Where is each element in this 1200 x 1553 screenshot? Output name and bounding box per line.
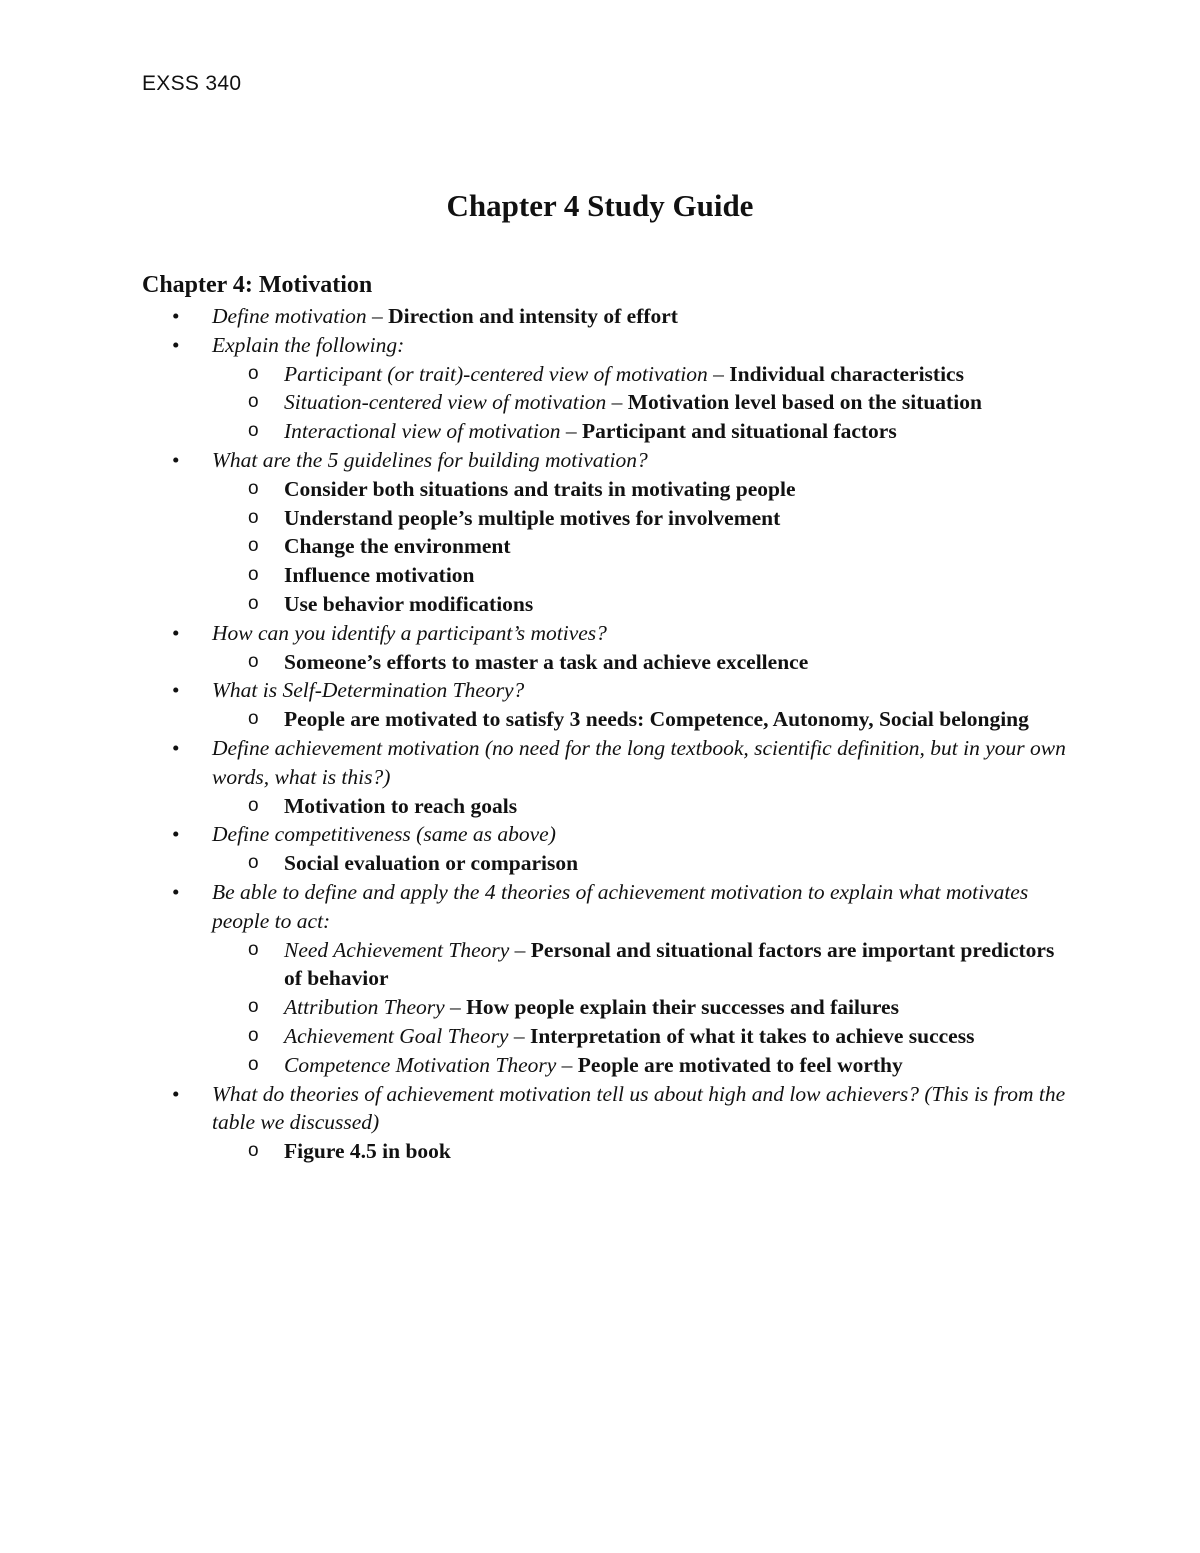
question-item	[142, 734, 1072, 820]
answer-item	[212, 1137, 1072, 1166]
question-text: Define achievement motivation (no need for the long textbook, scientific definition, but in your own words, what is this?)	[212, 735, 1066, 789]
answer-text: Social evaluation or comparison	[284, 851, 579, 876]
answer-text: How people explain their successes and failures	[466, 995, 899, 1020]
term-text: Participant (or trait)-centered view of motivation	[284, 361, 708, 386]
question-item	[142, 878, 1072, 1080]
answer-list	[212, 792, 1072, 821]
question-item	[142, 820, 1072, 878]
separator: –	[508, 1023, 530, 1048]
answer-item	[212, 590, 1072, 619]
answer-item	[212, 849, 1072, 878]
answer-list	[212, 648, 1072, 677]
answer-text: Influence motivation	[284, 563, 475, 588]
separator: –	[509, 937, 531, 962]
answer-list	[212, 1137, 1072, 1166]
question-text: Be able to define and apply the 4 theories of achievement motivation to explain what motivates people to act:	[212, 879, 1029, 933]
answer-item	[212, 417, 1072, 446]
question-text: Define motivation	[212, 304, 367, 328]
answer-item	[212, 532, 1072, 561]
answer-text: Individual characteristics	[729, 361, 964, 386]
answer-item	[212, 993, 1072, 1022]
answer-item	[212, 561, 1072, 590]
answer-text: Change the environment	[284, 534, 511, 559]
separator: –	[560, 419, 582, 444]
answer-text: People are motivated to satisfy 3 needs: Competence, Autonomy, Social belonging	[284, 707, 1029, 732]
separator: –	[366, 304, 389, 328]
answer-item	[212, 1051, 1072, 1080]
separator: –	[707, 361, 730, 386]
answer-item	[212, 360, 1072, 389]
answer-text: Interpretation of what it takes to achieve success	[529, 1023, 975, 1048]
answer-text: Direction and intensity of effort	[388, 304, 678, 328]
answer-text: Figure 4.5 in book	[284, 1139, 451, 1164]
question-item	[142, 302, 1072, 331]
term-text: Attribution Theory	[284, 995, 445, 1020]
answer-item	[212, 1022, 1072, 1051]
question-text: What is Self-Determination Theory?	[212, 678, 525, 703]
question-item	[142, 331, 1072, 446]
question-item	[142, 446, 1072, 619]
answer-item	[212, 475, 1072, 504]
answer-text: Use behavior modifications	[284, 591, 534, 616]
term-text: Situation-centered view of motivation	[284, 390, 607, 415]
answer-text: Participant and situational factors	[581, 419, 897, 444]
section-heading: Chapter 4: Motivation	[142, 272, 373, 298]
answer-item	[212, 504, 1072, 533]
question-text: What are the 5 guidelines for building motivation?	[212, 447, 648, 472]
term-text: Achievement Goal Theory	[284, 1023, 509, 1048]
page-title: Chapter 4 Study Guide	[446, 188, 754, 223]
separator: –	[444, 995, 467, 1020]
answer-list	[212, 936, 1072, 1080]
question-text: How can you identify a participant’s motives?	[212, 620, 607, 645]
question-text: Explain the following:	[212, 332, 405, 357]
separator: –	[606, 390, 628, 415]
study-guide-outline	[142, 302, 1072, 1166]
answer-text: Motivation level based on the situation	[627, 390, 982, 415]
answer-item	[212, 648, 1072, 677]
answer-list	[212, 475, 1072, 619]
answer-list	[212, 849, 1072, 878]
question-text: Define competitiveness (same as above)	[212, 822, 556, 847]
answer-text: People are motivated to feel worthy	[577, 1052, 903, 1077]
answer-item	[212, 705, 1072, 734]
answer-list	[212, 705, 1072, 734]
answer-text: Consider both situations and traits in motivating people	[284, 476, 796, 501]
answer-item	[212, 388, 1072, 417]
question-text: What do theories of achievement motivation tell us about high and low achievers? (This is from the table we discussed)	[212, 1081, 1066, 1135]
question-item	[142, 1080, 1072, 1166]
question-item	[142, 619, 1072, 677]
term-text: Competence Motivation Theory	[284, 1052, 557, 1077]
answer-item	[212, 936, 1072, 994]
separator: –	[556, 1052, 578, 1077]
question-item	[142, 676, 1072, 734]
term-text: Interactional view of motivation	[284, 419, 561, 444]
answer-text: Understand people’s multiple motives for involvement	[284, 505, 781, 530]
answer-text: Motivation to reach goals	[284, 793, 518, 818]
term-text: Need Achievement Theory	[284, 937, 510, 962]
answer-item	[212, 792, 1072, 821]
answer-list	[212, 360, 1072, 446]
answer-text: Personal and situational factors are important predictors of behavior	[284, 937, 1055, 991]
course-code: EXSS 340	[142, 72, 242, 95]
answer-text: Someone’s efforts to master a task and achieve excellence	[284, 649, 809, 674]
